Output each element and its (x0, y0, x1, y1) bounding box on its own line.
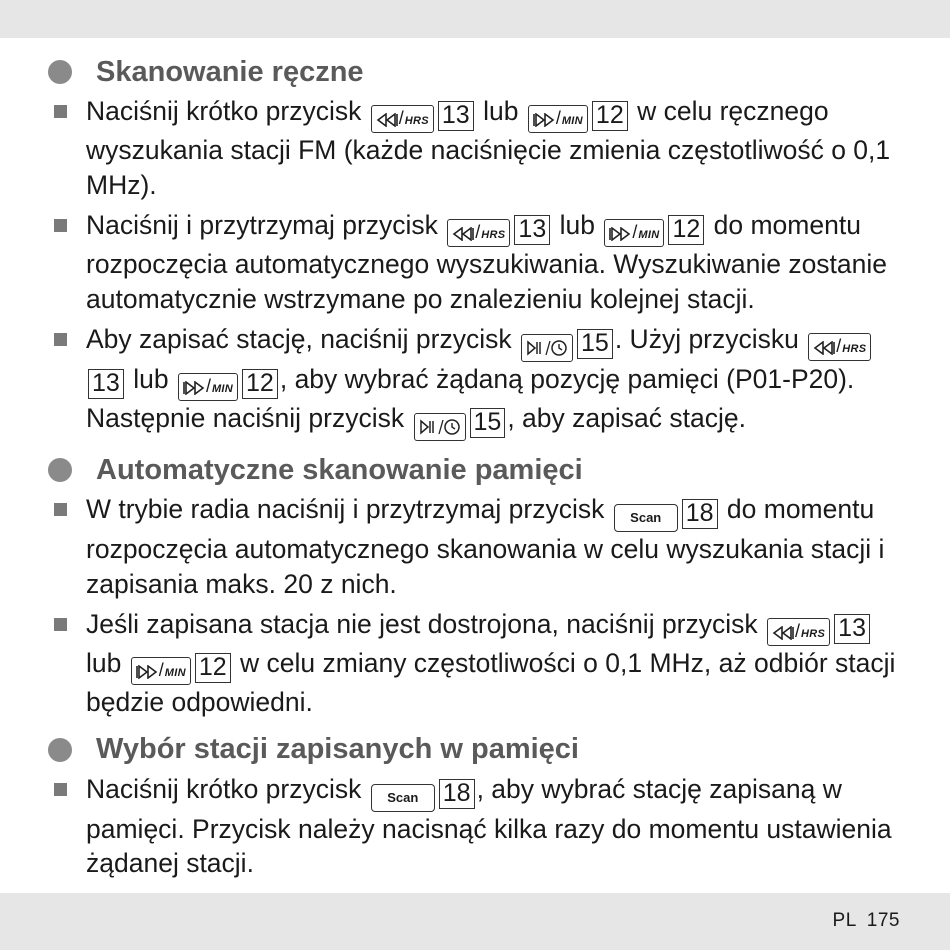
ref-number: 13 (834, 614, 870, 644)
ref-number: 12 (242, 369, 278, 399)
ref-number: 12 (195, 653, 231, 683)
item-text: , aby wybrać stację zapisaną w pamięci. Przycisk należy nacisnąć kilka razy do momentu ustawienia żądanej stacji. (86, 773, 892, 878)
play-pause-timer-key-icon (414, 413, 466, 441)
ref-number: 13 (514, 215, 550, 245)
item-text: lub (133, 364, 169, 394)
heading-dot-icon (48, 738, 72, 762)
ref-number: 15 (577, 329, 613, 359)
square-bullet-icon (54, 105, 67, 118)
heading-dot-icon (48, 458, 72, 482)
page-number-value: 175 (866, 910, 900, 931)
item-text: , aby zapisać stację. (507, 403, 746, 433)
section-auto-memory-scan (48, 448, 908, 720)
scan-key-icon: Scan (371, 784, 435, 812)
item-text: , aby wybrać żądaną pozycję pamięci (P01-P20). Następnie naciśnij przycisk (86, 364, 855, 433)
item-text: w celu zmiany częstotliwości o 0,1 MHz, aż odbiór stacji będzie odpowiedni. (86, 648, 896, 717)
square-bullet-icon (54, 618, 67, 631)
item-text: Aby zapisać stację, naciśnij przycisk (86, 324, 512, 354)
rewind-hrs-key-icon: /HRS (767, 618, 830, 646)
ref-number: 12 (668, 215, 704, 245)
play-pause-timer-key-icon (521, 334, 573, 362)
list-item (48, 492, 908, 601)
item-text: lub (483, 96, 519, 126)
list-item (48, 607, 908, 720)
ref-number: 18 (682, 499, 718, 529)
item-text: Naciśnij krótko przycisk (86, 96, 362, 126)
item-text: Jeśli zapisana stacja nie jest dostrojona, naciśnij przycisk (86, 609, 758, 639)
item-text: do momentu rozpoczęcia automatycznego skanowania w celu wyszukania stacji i zapisania maks. 20 z nich. (86, 494, 885, 599)
item-text: do momentu rozpoczęcia automatycznego wyszukiwania. Wyszukiwanie zostanie automatycznie wstrzymane po znalezieniu kolejnej stacji. (86, 210, 888, 314)
ref-number: 13 (438, 101, 474, 131)
section-heading (48, 448, 908, 492)
list-item (48, 772, 908, 881)
rewind-hrs-key-icon: /HRS (447, 219, 510, 247)
ref-number: 13 (88, 369, 124, 399)
square-bullet-icon (54, 333, 67, 346)
heading-dot-icon (48, 60, 72, 84)
ref-number: 18 (439, 779, 475, 809)
section-manual-scan (48, 50, 908, 441)
list-item (48, 322, 908, 441)
item-text: Naciśnij i przytrzymaj przycisk (86, 210, 438, 240)
item-text: w celu ręcznego wyszukania stacji FM (każde naciśnięcie zmienia częstotliwość o 0,1 MHz). (86, 96, 891, 200)
language-code: PL (832, 910, 857, 931)
top-band (0, 0, 950, 38)
list-item (48, 94, 908, 202)
ref-number: 15 (470, 408, 506, 438)
section-heading (48, 50, 908, 94)
square-bullet-icon (54, 783, 67, 796)
heading-text: Automatyczne skanowanie pamięci (96, 453, 583, 486)
rewind-hrs-key-icon: /HRS (371, 105, 434, 133)
footer-band (0, 893, 950, 950)
ref-number: 12 (592, 101, 628, 131)
item-text: lub (559, 210, 595, 240)
section-memory-station-selection (48, 728, 908, 881)
page-number (833, 910, 900, 932)
page-content (48, 48, 908, 887)
list-item (48, 208, 908, 316)
square-bullet-icon (54, 503, 67, 516)
square-bullet-icon (54, 219, 67, 232)
forward-min-key-icon: /MIN (178, 373, 238, 401)
heading-text: Skanowanie ręczne (96, 55, 364, 88)
item-text: lub (86, 648, 122, 678)
section-heading (48, 728, 908, 772)
item-text: . Użyj przycisku (614, 324, 799, 354)
heading-text: Wybór stacji zapisanych w pamięci (96, 733, 579, 765)
item-text: W trybie radia naciśnij i przytrzymaj przycisk (86, 494, 605, 524)
forward-min-key-icon: /MIN (131, 657, 191, 685)
scan-key-icon: Scan (614, 504, 678, 532)
item-text: Naciśnij krótko przycisk (86, 773, 362, 804)
forward-min-key-icon: /MIN (604, 219, 664, 247)
forward-min-key-icon: /MIN (528, 105, 588, 133)
rewind-hrs-key-icon: /HRS (808, 333, 871, 361)
